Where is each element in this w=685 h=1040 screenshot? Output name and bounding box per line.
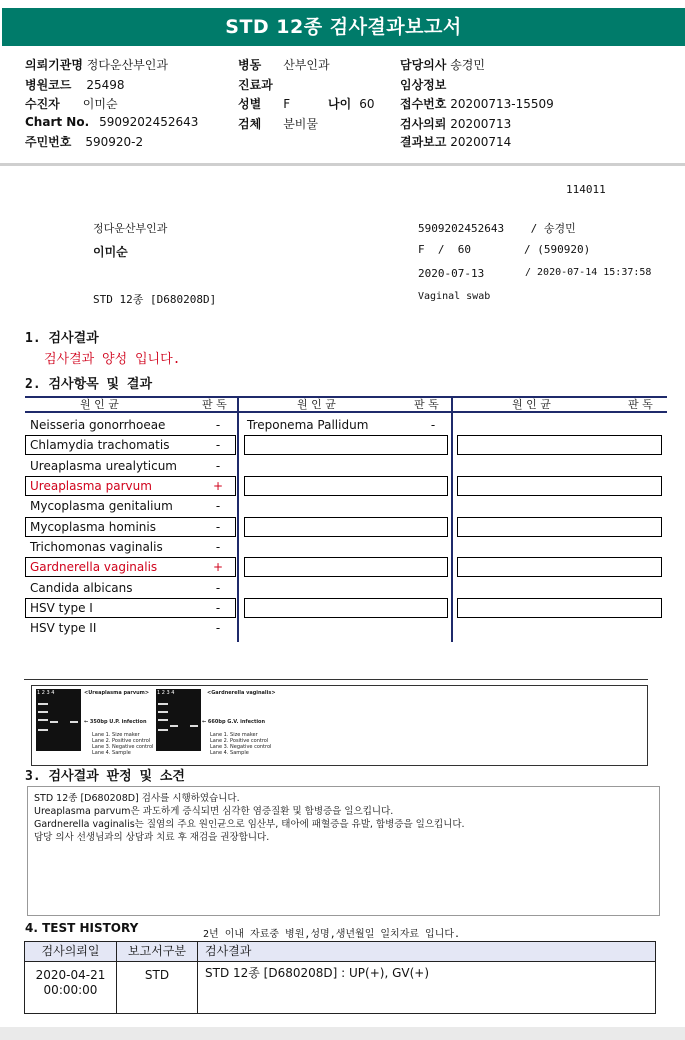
pathogen-result: - xyxy=(215,621,221,635)
gel-legend-2c: Lane 3. Negative control xyxy=(210,744,272,750)
empty-cell-box xyxy=(244,476,448,496)
patient-field: 수진자 이미순 xyxy=(25,97,118,111)
history-table xyxy=(24,941,656,1014)
pathogen-name: Mycoplasma hominis xyxy=(30,520,156,534)
section4-title: 4. TEST HISTORY xyxy=(25,921,139,935)
pathogen-result: - xyxy=(215,459,221,473)
opinion-line-1: STD 12종 [D680208D] 검사를 시행하였습니다. xyxy=(34,793,240,804)
gel-top-line xyxy=(24,679,648,680)
report-field: 결과보고 20200714 xyxy=(400,135,512,149)
table-divider-1 xyxy=(237,396,239,642)
info-chart-doctor: 5909202452643 / 송경민 xyxy=(418,222,576,235)
info-date2: / 2020-07-14 15:37:58 xyxy=(525,267,652,278)
gel-label-2: <Gardnerella vaginalis> xyxy=(207,690,276,696)
info-test: STD 12종 [D680208D] xyxy=(93,293,217,306)
code-field: 병원코드 25498 xyxy=(25,78,125,92)
pathogen-result: + xyxy=(212,479,224,493)
col2-result: - xyxy=(430,418,436,432)
info-date1: 2020-07-13 xyxy=(418,267,485,280)
empty-cell-box xyxy=(457,598,662,618)
report-title: STD 12종 검사결과보고서 xyxy=(2,8,685,46)
specimen-field: 검체 분비물 xyxy=(238,117,318,131)
col-pathogen-3: 원 인 균 xyxy=(512,398,551,411)
section3-title: 3. 검사결과 판정 및 소견 xyxy=(25,769,185,784)
info-patient: 이미순 xyxy=(93,245,128,259)
info-hospital: 정다운산부인과 xyxy=(93,222,168,235)
gel-lanes-1: 1 2 3 4 xyxy=(37,690,55,696)
rrn-field: 주민번호 590920-2 xyxy=(25,135,144,149)
pathogen-name: Candida albicans xyxy=(30,581,133,595)
age-field: 나이 60 xyxy=(328,97,375,111)
empty-cell-box xyxy=(457,435,662,455)
clinical-field: 임상정보 xyxy=(400,78,447,92)
col2-pathogen: Treponema Pallidum xyxy=(247,418,369,432)
pathogen-name: Ureaplasma parvum xyxy=(30,479,152,493)
chart-field: Chart No. 5909202452643 xyxy=(25,115,199,129)
gel-legend-1b: Lane 2. Positive control xyxy=(92,738,151,744)
dept-field: 진료과 xyxy=(238,78,273,92)
gel-legend-2b: Lane 2. Positive control xyxy=(210,738,269,744)
pathogen-name: Chlamydia trachomatis xyxy=(30,438,170,452)
gel-image-2 xyxy=(156,689,201,751)
col-judgement-1: 판 독 xyxy=(202,398,227,411)
pathogen-name: HSV type II xyxy=(30,621,97,635)
pathogen-result: + xyxy=(212,560,224,574)
hospital-field: 의뢰기관명 정다운산부인과 xyxy=(25,58,168,72)
gel-arrow-1: ← 350bp U.P. infection xyxy=(84,719,147,725)
history-col-type: 보고서구분 xyxy=(117,942,198,962)
gel-electrophoresis-figure xyxy=(31,685,648,766)
history-col-date: 검사의뢰일 xyxy=(25,942,117,962)
opinion-line-2: Ureaplasma parvum은 과도하게 증식되면 심각한 염증질환 및 합병증을 일으킵니다. xyxy=(34,806,394,817)
footer-bar xyxy=(0,1027,685,1040)
gel-arrow-2: ← 660bp G.V. infection xyxy=(202,719,266,725)
pathogen-name: Ureaplasma urealyticum xyxy=(30,459,177,473)
ward-field: 병동 산부인과 xyxy=(238,58,330,72)
empty-cell-box xyxy=(244,598,448,618)
info-specimen: Vaginal swab xyxy=(418,291,491,302)
pathogen-result: - xyxy=(215,438,221,452)
pathogen-result: - xyxy=(215,418,221,432)
opinion-line-4: 담당 의사 선생님과의 상담과 치료 후 재검을 권장합니다. xyxy=(34,832,270,843)
section1-title: 1. 검사결과 xyxy=(25,331,99,346)
empty-cell-box xyxy=(457,517,662,537)
gel-image-1 xyxy=(36,689,81,751)
empty-cell-box xyxy=(457,557,662,577)
section2-title: 2. 검사항목 및 결과 xyxy=(25,377,153,392)
empty-cell-box xyxy=(244,557,448,577)
pathogen-result: - xyxy=(215,520,221,534)
history-col-result: 검사결과 xyxy=(198,942,655,962)
gel-legend-1a: Lane 1. Size maker xyxy=(92,732,140,738)
pathogen-name: Neisseria gonorrhoeae xyxy=(30,418,166,432)
pathogen-name: Gardnerella vaginalis xyxy=(30,560,158,574)
sex-field: 성별 F xyxy=(238,97,291,111)
pathogen-result: - xyxy=(215,581,221,595)
doctor-field: 담당의사 송경민 xyxy=(400,58,485,72)
info-sex-age: F / 60 / (590920) xyxy=(418,243,591,256)
pathogen-result: - xyxy=(215,499,221,513)
history-date-cell: 2020-04-21 00:00:00 xyxy=(25,962,117,1014)
gel-legend-2a: Lane 1. Size maker xyxy=(210,732,258,738)
report-id: 114011 xyxy=(566,183,606,196)
pathogen-result: - xyxy=(215,540,221,554)
gel-legend-2d: Lane 4. Sample xyxy=(210,750,249,756)
receipt-field: 접수번호 20200713-15509 xyxy=(400,97,554,111)
pathogen-name: Mycoplasma genitalium xyxy=(30,499,173,513)
section1-result: 검사결과 양성 입니다. xyxy=(44,352,181,367)
empty-cell-box xyxy=(457,476,662,496)
gel-legend-1d: Lane 4. Sample xyxy=(92,750,131,756)
request-field: 검사의뢰 20200713 xyxy=(400,117,512,131)
header-divider xyxy=(0,163,685,166)
pathogen-name: HSV type I xyxy=(30,601,93,615)
col-judgement-3: 판 독 xyxy=(628,398,653,411)
opinion-line-3: Gardnerella vaginalis는 질염의 주요 원인균으로 임산부, 태아에 패혈증을 유발, 합병증을 일으킵니다. xyxy=(34,819,465,830)
empty-cell-box xyxy=(244,435,448,455)
col-judgement-2: 판 독 xyxy=(414,398,439,411)
history-type-cell: STD xyxy=(117,962,198,1014)
gel-label-1: <Ureaplasma parvum> xyxy=(84,690,150,696)
section4-note: 2년 이내 자료중 병원,성명,생년월일 일치자료 입니다. xyxy=(203,929,461,940)
pathogen-name: Trichomonas vaginalis xyxy=(30,540,163,554)
gel-lanes-2: 1 2 3 4 xyxy=(157,690,175,696)
col-pathogen-1: 원 인 균 xyxy=(80,398,119,411)
table-divider-2 xyxy=(451,396,453,642)
col-pathogen-2: 원 인 균 xyxy=(297,398,336,411)
empty-cell-box xyxy=(244,517,448,537)
gel-legend-1c: Lane 3. Negative control xyxy=(92,744,154,750)
pathogen-result: - xyxy=(215,601,221,615)
results-table-header xyxy=(25,396,667,413)
opinion-box xyxy=(27,786,660,916)
history-result-cell: STD 12종 [D680208D] : UP(+), GV(+) xyxy=(205,966,429,980)
